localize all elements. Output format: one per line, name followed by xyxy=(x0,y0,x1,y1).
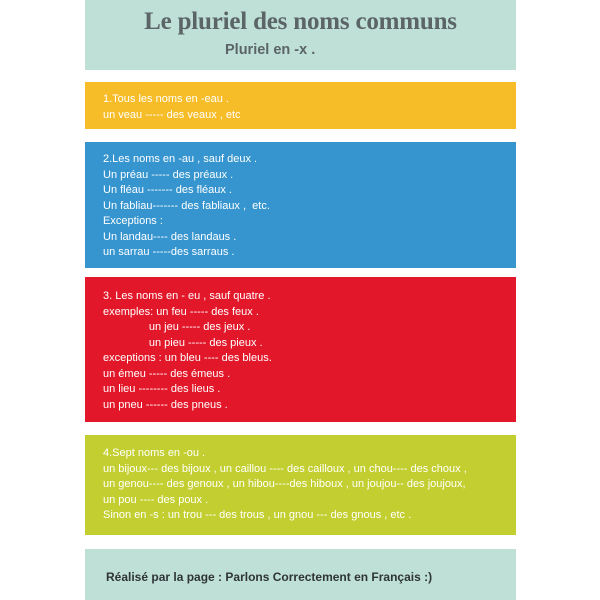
rule-line: Un fabliau------- des fabliaux , etc. xyxy=(103,199,270,212)
rule-line: 4.Sept noms en -ou . xyxy=(103,447,206,459)
rule-line: exceptions : un bleu ---- des bleus. xyxy=(103,352,272,364)
rule-line: un bijoux--- des bijoux , un caillou ---- des cailloux , un chou---- des choux , xyxy=(103,462,467,475)
rule-line: un sarrau -----des sarraus . xyxy=(103,246,235,258)
rule-line: exemples: un feu ----- des feux . xyxy=(103,305,259,318)
poster xyxy=(85,0,516,600)
rule-line: Un fléau ------- des fléaux . xyxy=(103,184,232,196)
rule-line: un pneu ------ des pneus . xyxy=(103,398,228,411)
footer-credit: Réalisé par la page : Parlons Correctement en Français :) xyxy=(106,570,433,584)
rule-line: un pieu ----- des pieux . xyxy=(103,336,263,349)
page-title: Le pluriel des noms communs xyxy=(144,8,457,35)
rule-line: un jeu ----- des jeux . xyxy=(103,321,251,333)
rule-line: un pou ---- des poux . xyxy=(103,493,209,506)
rule-line: Un préau ----- des préaux . xyxy=(103,168,234,181)
rule-line: Sinon en -s : un trou --- des trous , un gnou --- des gnous , etc . xyxy=(103,509,412,521)
rule-line: 3. Les noms en - eu , sauf quatre . xyxy=(103,290,271,302)
rule-line: un lieu -------- des lieus . xyxy=(103,383,221,395)
rule-line: un genou---- des genoux , un hibou----des hiboux , un joujou-- des joujoux, xyxy=(103,478,466,490)
footer-banner xyxy=(85,549,516,600)
rule-line: un veau ----- des veaux , etc xyxy=(103,108,241,121)
rule-box-eau xyxy=(85,82,516,129)
page-subtitle: Pluriel en -x . xyxy=(225,42,316,58)
rule-box-ou xyxy=(85,435,516,535)
rule-box-au xyxy=(85,142,516,268)
rule-box-eu xyxy=(85,277,516,422)
rule-line: Un landau---- des landaus . xyxy=(103,230,237,243)
rule-line: Exceptions : xyxy=(103,215,163,227)
rule-line: 2.Les noms en -au , sauf deux . xyxy=(103,153,258,165)
rule-line: 1.Tous les noms en -eau . xyxy=(103,93,229,105)
rule-line: un émeu ----- des émeus . xyxy=(103,367,231,380)
header-banner xyxy=(85,0,516,70)
